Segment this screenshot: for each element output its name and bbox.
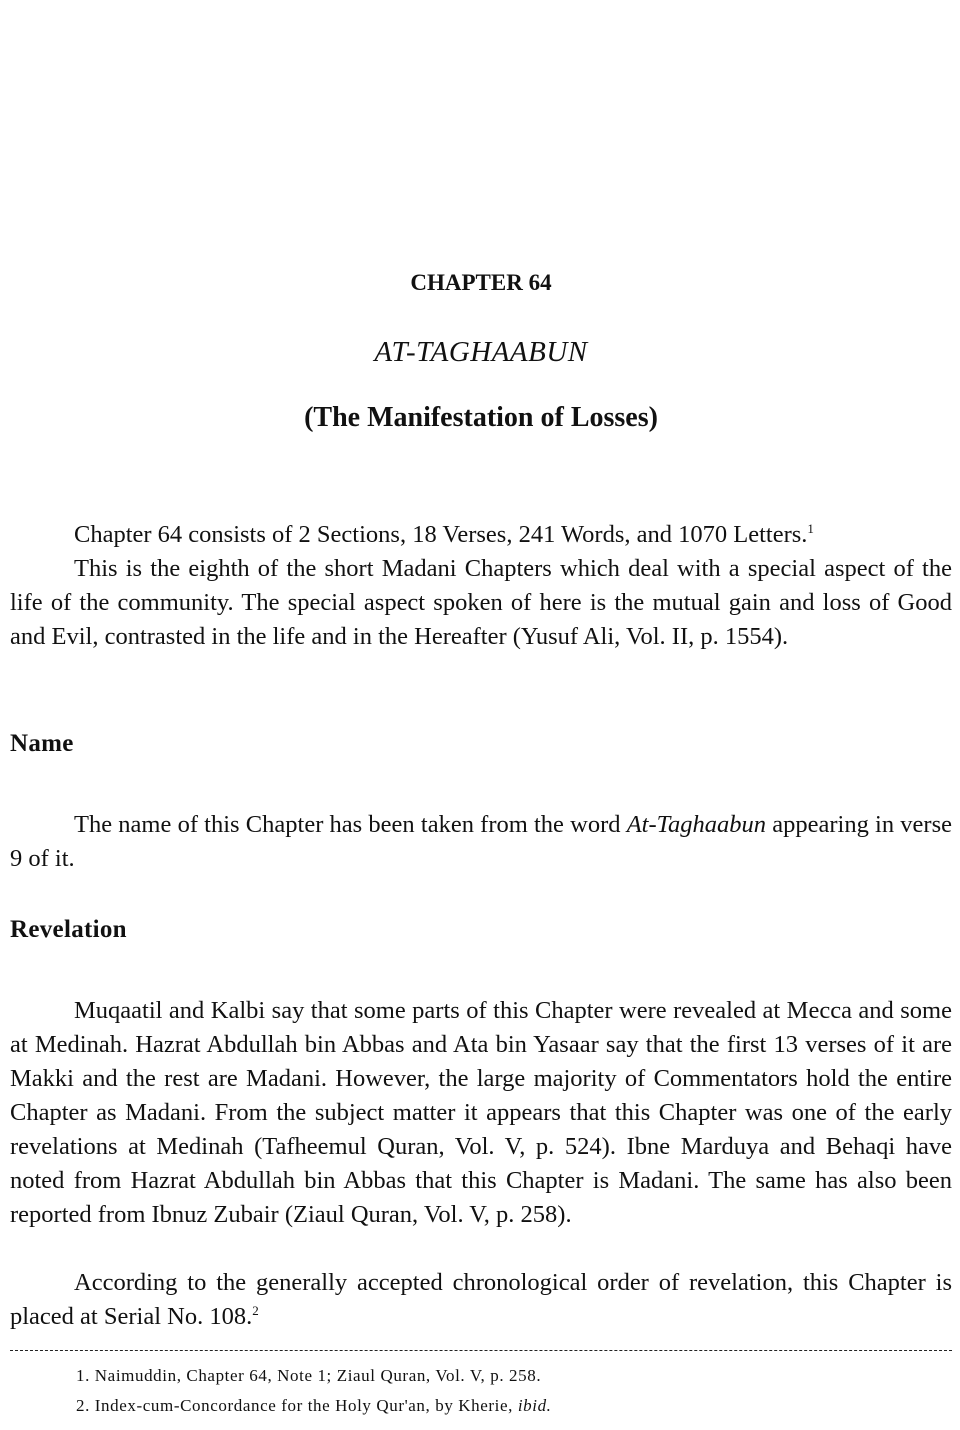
chapter-subtitle: (The Manifestation of Losses)	[304, 402, 658, 433]
book-page	[10, 0, 952, 1430]
intro-paragraph-1	[10, 518, 952, 552]
intro-paragraph-2: This is the eighth of the short Madani Chapters which deal with a special aspect of the life of the community. The special aspect spoken of here is the mutual gain and loss of Good and Evil, contrasted in the life and in the Hereafter (Yusuf Ali, Vol. II, p. 1554).	[10, 555, 952, 650]
footnote-1: 1. Naimuddin, Chapter 64, Note 1; Ziaul Quran, Vol. V, p. 258.	[76, 1366, 542, 1385]
name-text-before: The name of this Chapter has been taken from the word	[74, 811, 627, 838]
chapter-label: CHAPTER 64	[410, 270, 552, 295]
footnote-ref-1: 1	[807, 520, 814, 536]
chapter-title: AT-TAGHAABUN	[374, 336, 588, 368]
footnote-2-italic: ibid.	[517, 1396, 552, 1415]
revelation-paragraph-2	[10, 1266, 952, 1334]
intro-paragraph-1-text: Chapter 64 consists of 2 Sections, 18 Verses, 241 Words, and 1070 Letters.	[74, 521, 808, 548]
footnote-2	[76, 1396, 552, 1416]
name-paragraph	[10, 808, 952, 876]
section-heading-name: Name	[10, 730, 74, 757]
name-italic-word: At-Taghaabun	[626, 811, 767, 838]
footnote-ref-2: 2	[252, 1302, 259, 1318]
footnote-divider	[10, 1350, 952, 1351]
revelation-paragraph-2-text: According to the generally accepted chronological order of revelation, this Chapter is placed at Serial No. 108.	[10, 1269, 952, 1330]
revelation-paragraph-1: Muqaatil and Kalbi say that some parts of this Chapter were revealed at Mecca and some at Medinah. Hazrat Abdullah bin Abbas and Ata bin Yasaar say that the first 13 verses of it are Makki and the rest are Madani. However, the large majority of Commentators hold the entire Chapter as Madani. From the subject matter it appears that this Chapter was one of the early revelations at Medinah (Tafheemul Quran, Vol. V, p. 524). Ibne Marduya and Behaqi have noted from Hazrat Abdullah bin Abbas that this Chapter is Madani. The same has also been reported from Ibnuz Zubair (Ziaul Quran, Vol. V, p. 258).	[10, 997, 952, 1228]
section-heading-revelation: Revelation	[10, 916, 127, 943]
name-text-after: appearing in verse 9 of it.	[10, 811, 952, 872]
footnote-2-text: 2. Index-cum-Concordance for the Holy Qur'an, by Kherie,	[76, 1396, 518, 1415]
